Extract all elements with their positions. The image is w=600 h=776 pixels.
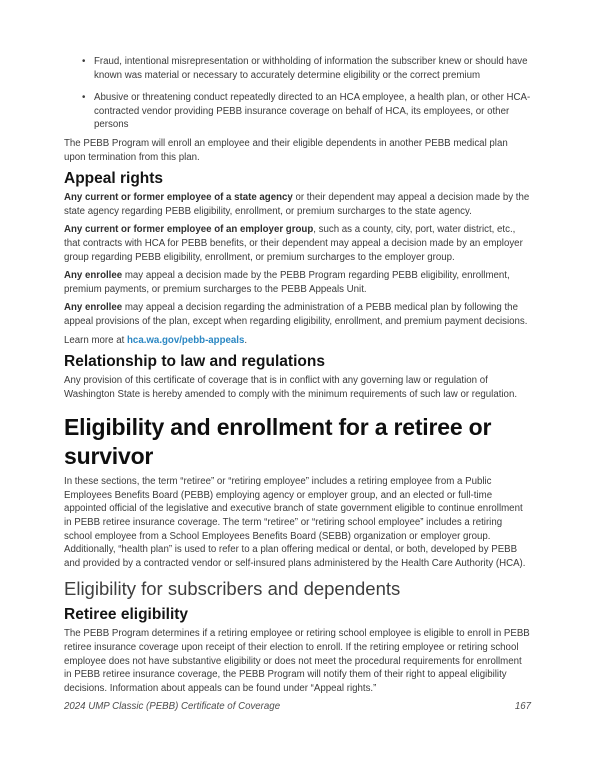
learn-more-suffix: . — [244, 334, 248, 346]
law-regulations-heading: Relationship to law and regulations — [64, 353, 325, 371]
paragraph-text: , such as a county, city, port, water district, etc., that contracts with HCA for PEBB benefits, or their dependent may appeal a decision made by an employer group regarding PEBB eligibility, enrollment, or premium surcharges to the employer group. — [64, 224, 523, 263]
termination-enrollment-paragraph: The PEBB Program will enroll an employee and their eligible dependents in another PEBB medical plan upon termination from this plan. — [64, 137, 508, 163]
appeal-paragraph-enrollee-plan — [64, 301, 531, 328]
bold-lead-in: Any enrollee — [64, 270, 123, 282]
paragraph-text: or their dependent may appeal a decision made by the state agency regarding PEBB eligibility, enrollment, or premium surcharges to the state agency. — [64, 192, 530, 217]
termination-reasons-list — [64, 55, 531, 132]
appeal-rights-heading: Appeal rights — [64, 170, 164, 188]
bullet-icon: • — [82, 92, 86, 104]
page-footer — [64, 701, 531, 712]
pebb-appeals-link[interactable]: hca.wa.gov/pebb-appeals — [127, 334, 245, 346]
bold-lead-in: Any current or former employee of an employer group — [64, 224, 314, 236]
subscribers-dependents-heading: Eligibility for subscribers and dependents — [64, 578, 401, 600]
bullet-text-fraud: Fraud, intentional misrepresentation or withholding of information the subscriber knew or should have known was material or necessary to accurately determine eligibility or the correct premium — [94, 56, 528, 81]
bold-lead-in: Any current or former employee of a state agency — [64, 192, 293, 204]
retiree-eligibility-heading: Retiree eligibility — [64, 606, 189, 624]
paragraph-text: may appeal a decision regarding the administration of a PEBB medical plan by following the appeal provisions of the plan, except when regarding eligibility, enrollment, and premium payment decisions. — [64, 302, 528, 327]
law-regulations-paragraph: Any provision of this certificate of coverage that is in conflict with any governing law or regulation of Washington State is hereby amended to comply with the minimum requirements of such law or regulation. — [64, 375, 518, 400]
paragraph-text: may appeal a decision made by the PEBB Program regarding PEBB eligibility, enrollment, premium payments, or premium surcharges to the PEBB Appeals Unit. — [64, 270, 510, 295]
retiree-eligibility-paragraph: The PEBB Program determines if a retiring employee or retiring school employee is eligible to enroll in PEBB retiree insurance coverage upon receipt of their election to enroll. If the retiring employee or retiring school employee does not have substantive eligibility or does not meet the procedural requirements for enrollment in PEBB retiree insurance coverage, the PEBB Program will notify them of their right to appeal eligibility decisions. Information about appeals can be found under “Appeal rights.” — [64, 628, 530, 694]
bullet-text-abusive-conduct: Abusive or threatening conduct repeatedly directed to an HCA employee, a health plan, or other HCA-contracted vendor providing PEBB insurance coverage on behalf of HCA, its employees, or other persons — [94, 92, 531, 131]
learn-more-line — [64, 334, 531, 348]
bullet-icon: • — [82, 56, 86, 67]
appeal-paragraph-employer-group — [64, 223, 531, 264]
footer-document-title: 2024 UMP Classic (PEBB) Certificate of Coverage — [64, 701, 281, 713]
retiree-section-intro-paragraph: In these sections, the term “retiree” or “retiring employee” includes a retiring employee from a Public Employees Benefits Board (PEBB) employing agency or employer group, and an elected or full-time appointed official of the legislative and executive branch of state government eligible to continue enrollment in PEBB retiree insurance coverage. The term “retiree” or “retiring school employee” includes a retiring school employee from a School Employees Benefits Board (SEBB) organization or employer group. Additionally, “health plan” is used to refer to a plan offering medical or dental, or both, developed by PEBB and provided by a contracted vendor or self-insured plans administered by the Health Care Authority (HCA). — [64, 476, 526, 569]
list-item — [64, 55, 531, 82]
bold-lead-in: Any enrollee — [64, 302, 123, 314]
appeal-paragraph-enrollee-pebb — [64, 269, 531, 296]
retiree-survivor-section-heading: Eligibility and enrollment for a retiree or survivor — [64, 414, 492, 469]
appeal-paragraph-state-agency — [64, 191, 531, 218]
footer-page-number: 167 — [514, 701, 531, 713]
learn-more-prefix: Learn more at — [64, 334, 128, 346]
list-item — [64, 91, 531, 132]
